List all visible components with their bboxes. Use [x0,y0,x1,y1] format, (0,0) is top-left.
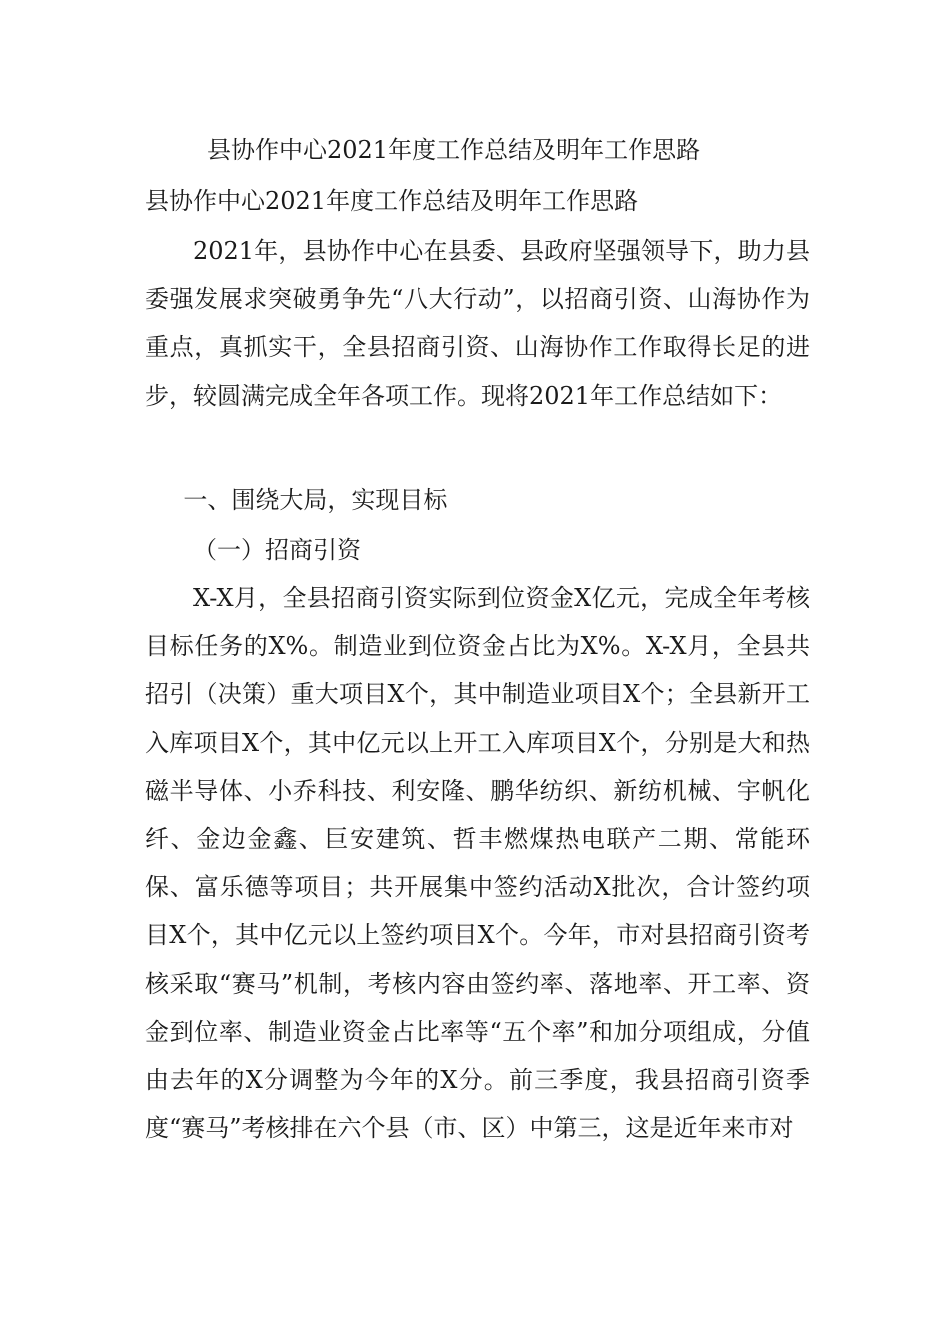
subsection-heading: （一）招商引资 [193,536,361,564]
investment-paragraph: X-X月，全县招商引资实际到位资金X亿元，完成全年考核目标任务的X%。制造业到位资金占比为X%。X-X月，全县共招引（决策）重大项目X个，其中制造业项目X个；全县新开工入库项目X个，其中亿元以上开工入库项目X个，分别是大和热磁半导体、小乔科技、利安隆、鹏华纺织、新纺机械、宇帆化纤、金边金鑫、巨安建筑、哲丰燃煤热电联产二期、常能环保、富乐德等项目；共开展集中签约活动X批次，合计签约项目X个，其中亿元以上签约项目X个。今年，市对县招商引资考核采取“赛马”机制，考核内容由签约率、落地率、开工率、资金到位率、制造业资金占比率等“五个率”和加分项组成，分值由去年的X分调整为今年的X分。前三季度，我县招商引资季度“赛马”考核排在六个县（市、区）中第三，这是近年来市对 [145,584,810,1143]
document-subtitle: 县协作中心2021年度工作总结及明年工作思路 [145,187,639,215]
intro-paragraph: 2021年，县协作中心在县委、县政府坚强领导下，助力县委强发展求突破勇争先“八大行动”，以招商引资、山海协作为重点，真抓实干，全县招商引资、山海协作工作取得长足的进步，较圆满完成全年各项工作。现将2021年工作总结如下： [145,237,810,410]
document-title: 县协作中心2021年度工作总结及明年工作思路 [207,136,701,164]
section-heading: 一、围绕大局，实现目标 [183,486,448,514]
